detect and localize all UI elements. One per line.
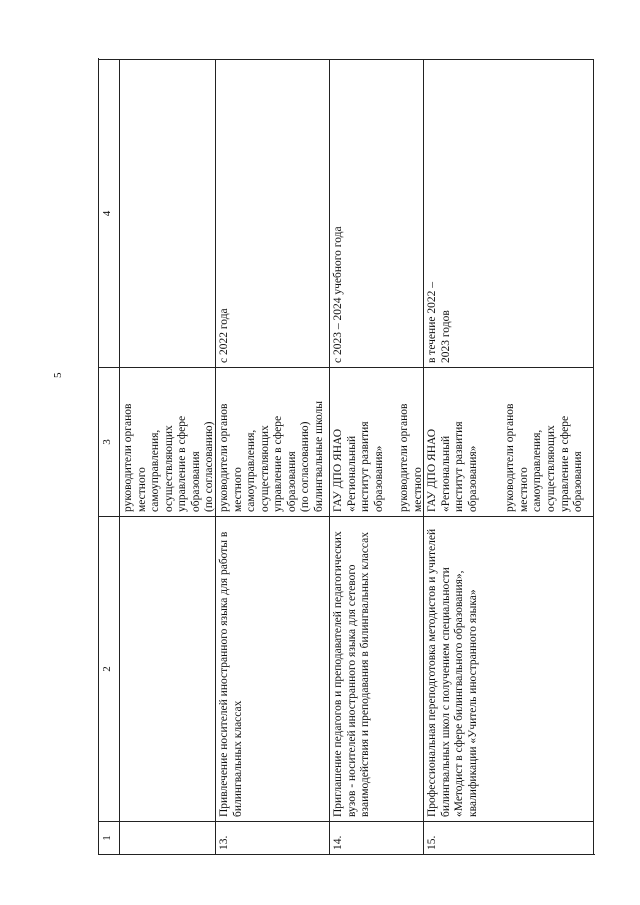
header-col-1: 1 [99, 821, 120, 854]
executors-text: ГАУ ДПО ЯНАО «Региональный институт развития образования» [426, 421, 479, 512]
measures-table [98, 58, 595, 855]
measure-cell: Профессиональная переподготовка методистов и учителей билингвальных школ с получением специальности «Методист в сфере билингвального образования», квалификации «Учитель иностранного языка» [424, 516, 594, 821]
header-col-3: 3 [99, 367, 120, 516]
executors-text: руководители органов местного самоуправления, осуществляющих управление в сфере образования (по согласованию) [218, 403, 312, 512]
measure-cell: Приглашение педагогов и преподавателей педагогических вузов - носителей иностранного языка для сетевого взаимодействия и преподавания в билингвальных классах [330, 516, 424, 821]
executors-cell [330, 367, 424, 516]
header-col-2: 2 [99, 516, 120, 821]
deadline-cell [120, 59, 216, 367]
row-number [120, 821, 216, 854]
executors-text: ГАУ ДПО ЯНАО «Региональный институт развития образования» [332, 421, 385, 512]
executors-cell [120, 367, 216, 516]
row-number: 13. [216, 821, 330, 854]
measure-cell [120, 516, 216, 821]
deadline-cell: с 2022 года [216, 59, 330, 367]
header-col-4: 4 [99, 59, 120, 367]
executors-text: руководители органов местного [398, 403, 424, 512]
deadline-cell: в течение 2022 – 2023 годов [424, 59, 594, 367]
executors-text: руководители органов местного самоуправления, осуществляющих управление в сфере образования [504, 403, 585, 512]
executors-text: билингвальные школы [313, 400, 326, 512]
row-number: 14. [330, 821, 424, 854]
executors-cell [424, 367, 594, 516]
measure-cell: Привлечение носителей иностранного языка для работы в билингвальных классах [216, 516, 330, 821]
executors-text: руководители органов местного самоуправления, осуществляющих управление в сфере образования (по согласованию) [122, 403, 216, 512]
row-number: 15. [424, 821, 594, 854]
page-number: 5 [52, 372, 64, 378]
deadline-cell: с 2023 – 2024 учебного года [330, 59, 424, 367]
executors-cell [216, 367, 330, 516]
